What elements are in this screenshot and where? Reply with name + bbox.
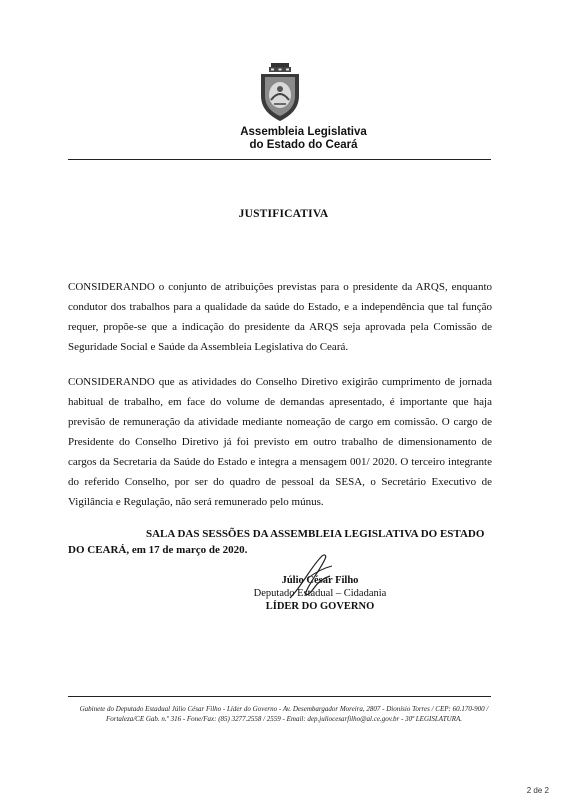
justification-paragraph-1: CONSIDERANDO o conjunto de atribuições previstas para o presidente da ARQS, enquanto condutor dos trabalhos para a qualidade da saúde do Estado, e a independência que tal função requer, propõe-se que a indicação do presidente da ARQS seja aprovada pela Comissão de Seguridade Social e Saúde da Assembleia Legislativa do Ceará. [68, 281, 492, 353]
state-coat-of-arms-icon [258, 62, 302, 122]
session-closing-statement: SALA DAS SESSÕES DA ASSEMBLEIA LEGISLATIVA DO ESTADO DO CEARÁ, em 17 de março de 2020. [68, 528, 485, 556]
institution-name-line1: Assembleia Legislativa [240, 126, 367, 138]
signatory-name: Júlio César Filho [281, 575, 359, 586]
signatory-position: LÍDER DO GOVERNO [265, 601, 375, 612]
footer-address-line2: Fortaleza/CE Gab. n.º 316 - Fone/Fax: (85) 3277.2558 / 2559 - Email: dep.juliocesarfilho@al.ce.gov.br - 30ª LEGISLATURA. [105, 715, 463, 723]
footer-address-line1: Gabinete do Deputado Estadual Júlio César Filho - Líder do Governo - Av. Desembargador Moreira, 2807 - Dionísio Torres / CEP: 60.170-900 / [79, 705, 489, 713]
document-title: JUSTIFICATIVA [238, 208, 329, 220]
page-number: 2 de 2 [526, 786, 549, 795]
signature-block [210, 574, 430, 613]
footer-divider [68, 696, 491, 697]
signatory-role: Deputado Estadual – Cidadania [253, 588, 387, 599]
justification-paragraph-2: CONSIDERANDO que as atividades do Conselho Diretivo exigirão cumprimento de jornada habitual de trabalho, em face do volume de demandas apresentado, é importante que haja previsão de remuneração da atividade mediante nomeação de cargo em comissão. O cargo de Presidente do Conselho Diretivo já foi previsto em outro trabalho de dimensionamento de cargos da Secretaria da Saúde do Estado e integra a mensagem 001/ 2020. O terceiro integrante do referido Conselho, por ser do quadro de pessoal da SESA, o Secretário Executivo de Vigilância e Regulação, não será remunerado pelo múnus. [68, 376, 492, 508]
header-divider [68, 159, 491, 160]
institution-name-line2: do Estado do Ceará [249, 139, 358, 151]
